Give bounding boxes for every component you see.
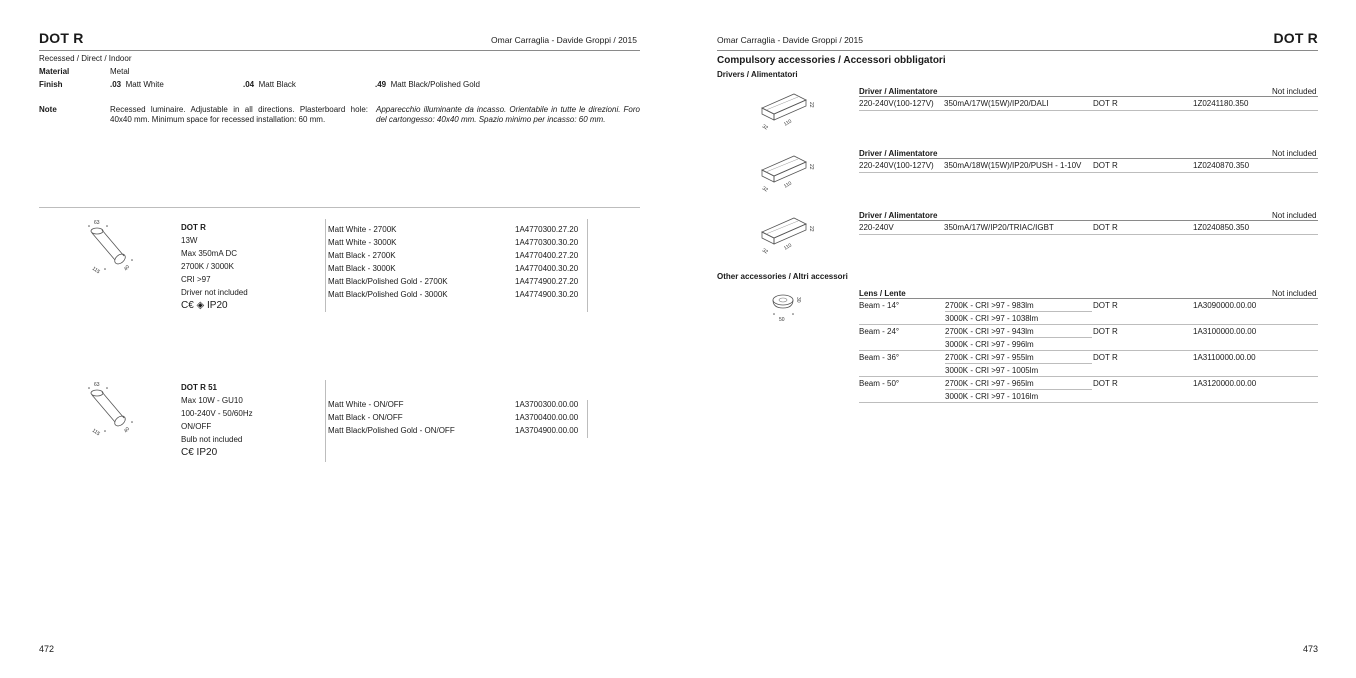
spec-line: Driver not included (181, 288, 248, 297)
dim-depth: 32 (761, 123, 769, 130)
driver-voltage: 220-240V (859, 223, 894, 232)
lens-product: DOT R (1093, 301, 1118, 310)
table-row (328, 413, 587, 426)
lens-code: 1A3100000.00.00 (1193, 327, 1257, 336)
section-divider (39, 207, 640, 208)
lens-product: DOT R (1093, 353, 1118, 362)
table-divider (325, 380, 326, 462)
driver-product: DOT R (1093, 223, 1118, 232)
spec-line: Max 10W - GU10 (181, 396, 243, 405)
dim-width: 110 (783, 242, 793, 252)
variant-name: Matt Black - ON/OFF (328, 413, 403, 422)
finish-code: .04 (243, 80, 255, 89)
table-divider (325, 219, 326, 312)
row-rule (859, 158, 1318, 159)
note-english: Recessed luminaire. Adjustable in all directions. Plasterboard hole: 40x40 mm. Minimum space for recessed installation: 60 mm. (110, 105, 368, 124)
lens-code: 1A3120000.00.00 (1193, 379, 1257, 388)
variant-code: 1A4770300.27.20 (515, 225, 579, 234)
variant-code: 1A3704900.00.00 (515, 426, 579, 435)
driver-code: 1Z0240870.350 (1193, 161, 1250, 170)
lens-spec: 3000K - CRI >97 - 996lm (945, 340, 1034, 349)
dim-width: 110 (783, 118, 793, 128)
row-rule (859, 376, 1318, 377)
driver-product: DOT R (1093, 161, 1118, 170)
finish-code: .49 (375, 80, 387, 89)
lens-product: DOT R (1093, 327, 1118, 336)
dim-left: 115 (90, 265, 101, 276)
table-row (328, 225, 587, 238)
certification-marks: C€ ◈ IP20 (181, 300, 228, 311)
row-rule (859, 298, 1318, 299)
row-rule (859, 324, 1318, 325)
driver-code: 1Z0240850.350 (1193, 223, 1250, 232)
finish-code: .03 (110, 80, 122, 89)
left-page-credit: Omar Carraglia - Davide Groppi / 2015 (491, 35, 637, 45)
product-spec-block (181, 381, 321, 459)
note-italian: Apparecchio illuminante da incasso. Orientabile in tutte le direzioni. Foro del cartongesso: 40x40 mm. Spazio minimo per incasso: 60 mm. (376, 105, 640, 124)
driver-box-icon (758, 210, 818, 254)
variant-table (328, 225, 587, 303)
page-number-right: 473 (1302, 644, 1318, 654)
lens-drawing (766, 288, 810, 324)
variant-name: Matt White - 2700K (328, 225, 397, 234)
dim-top: 63 (94, 220, 100, 226)
section-title: Compulsory accessories / Accessori obbligatori (717, 55, 946, 66)
finish-name: Matt White (125, 80, 164, 89)
finish-label: Finish (39, 80, 63, 89)
lens-status: Not included (1272, 289, 1317, 298)
driver-status: Not included (1272, 149, 1317, 158)
dim-depth: 32 (761, 185, 769, 192)
finish-item (243, 80, 296, 89)
finish-name: Matt Black (258, 80, 296, 89)
note-label: Note (39, 105, 57, 114)
lens-product: DOT R (1093, 379, 1118, 388)
lens-icon (766, 288, 810, 324)
variant-code: 1A4774900.30.20 (515, 290, 579, 299)
row-rule (859, 172, 1318, 173)
dim-height: 22 (808, 102, 814, 108)
spotlight-drawing-icon (80, 216, 142, 278)
variant-name: Matt White - ON/OFF (328, 400, 404, 409)
table-divider (587, 219, 588, 312)
row-rule (945, 363, 1092, 364)
variant-code: 1A3700300.00.00 (515, 400, 579, 409)
lens-spec: 2700K - CRI >97 - 943lm (945, 327, 1034, 336)
spec-line: ON/OFF (181, 422, 212, 431)
row-rule (859, 220, 1318, 221)
certification-marks: C€ IP20 (181, 447, 218, 458)
variant-name: Matt Black/Polished Gold - ON/OFF (328, 426, 455, 435)
row-rule (859, 350, 1318, 351)
variant-code: 1A4770400.30.20 (515, 264, 579, 273)
lens-code: 1A3090000.00.00 (1193, 301, 1257, 310)
dim-top: 63 (94, 382, 100, 388)
row-rule (859, 234, 1318, 235)
lens-spec: 2700K - CRI >97 - 965lm (945, 379, 1034, 388)
other-accessories-heading: Other accessories / Altri accessori (717, 272, 848, 281)
page-number-left: 472 (39, 644, 55, 654)
lens-spec: 3000K - CRI >97 - 1016lm (945, 392, 1039, 401)
lens-beam: Beam - 14° (859, 301, 900, 310)
variant-code: 1A4770400.27.20 (515, 251, 579, 260)
table-row (328, 277, 587, 290)
product-name: DOT R (181, 223, 206, 232)
category: Recessed / Direct / Indoor (39, 54, 132, 63)
right-page-credit: Omar Carraglia - Davide Groppi / 2015 (717, 35, 863, 45)
driver-status: Not included (1272, 211, 1317, 220)
spec-line: CRI >97 (181, 275, 211, 284)
driver-voltage: 220-240V(100-127V) (859, 161, 934, 170)
dim-depth: 32 (761, 247, 769, 254)
variant-table (328, 400, 587, 439)
material-label: Material (39, 67, 70, 76)
driver-drawing (758, 148, 818, 192)
row-rule (945, 337, 1092, 338)
variant-code: 1A4774900.27.20 (515, 277, 579, 286)
driver-status: Not included (1272, 87, 1317, 96)
driver-drawing (758, 210, 818, 254)
table-row (328, 426, 587, 439)
table-row (328, 238, 587, 251)
table-row (328, 264, 587, 277)
driver-spec: 350mA/18W(15W)/IP20/PUSH - 1-10V (944, 161, 1082, 170)
dim-right: 40 (122, 264, 132, 273)
row-rule (859, 402, 1318, 403)
spec-line: 100-240V - 50/60Hz (181, 409, 253, 418)
driver-header: Driver / Alimentatore (859, 149, 938, 158)
row-rule (945, 311, 1092, 312)
table-divider (587, 400, 588, 438)
variant-name: Matt Black - 3000K (328, 264, 396, 273)
dim-height: 30 (795, 297, 801, 303)
product-drawing (80, 216, 142, 278)
driver-drawing (758, 86, 818, 130)
left-page-title: DOT R (39, 30, 84, 46)
dim-height: 22 (808, 164, 814, 170)
driver-header: Driver / Alimentatore (859, 211, 938, 220)
table-row (328, 400, 587, 413)
left-header-rule (39, 50, 640, 51)
spec-line: 2700K / 3000K (181, 262, 234, 271)
lens-beam: Beam - 36° (859, 353, 900, 362)
variant-name: Matt White - 3000K (328, 238, 397, 247)
lens-spec: 2700K - CRI >97 - 955lm (945, 353, 1034, 362)
dim-width: 50 (779, 317, 785, 323)
spec-line: Max 350mA DC (181, 249, 238, 258)
finish-item (375, 80, 480, 89)
driver-code: 1Z0241180.350 (1193, 99, 1249, 108)
lens-spec: 2700K - CRI >97 - 983lm (945, 301, 1034, 310)
driver-voltage: 220-240V(100-127V) (859, 99, 934, 108)
right-header-rule (717, 50, 1318, 51)
variant-name: Matt Black - 2700K (328, 251, 396, 260)
spotlight-drawing-icon (80, 378, 142, 440)
lens-beam: Beam - 24° (859, 327, 900, 336)
table-row (328, 290, 587, 303)
variant-name: Matt Black/Polished Gold - 3000K (328, 290, 448, 299)
product-drawing (80, 378, 142, 440)
dim-height: 22 (808, 226, 814, 232)
finish-item (110, 80, 164, 89)
row-rule (945, 389, 1092, 390)
material-value: Metal (110, 67, 130, 76)
variant-name: Matt Black/Polished Gold - 2700K (328, 277, 448, 286)
right-page-title: DOT R (1273, 30, 1318, 46)
drivers-heading: Drivers / Alimentatori (717, 70, 798, 79)
lens-header: Lens / Lente (859, 289, 906, 298)
product-name: DOT R 51 (181, 383, 218, 392)
spec-line: 13W (181, 236, 198, 245)
dim-right: 40 (122, 426, 132, 435)
driver-box-icon (758, 86, 818, 130)
lens-spec: 3000K - CRI >97 - 1038lm (945, 314, 1039, 323)
driver-box-icon (758, 148, 818, 192)
spec-line: Bulb not included (181, 435, 243, 444)
lens-code: 1A3110000.00.00 (1193, 353, 1256, 362)
driver-product: DOT R (1093, 99, 1118, 108)
lens-beam: Beam - 50° (859, 379, 900, 388)
dim-left: 115 (90, 427, 101, 438)
row-rule (859, 110, 1318, 111)
product-spec-block (181, 221, 321, 312)
table-row (328, 251, 587, 264)
driver-spec: 350mA/17W/IP20/TRIAC/IGBT (944, 223, 1054, 232)
row-rule (859, 96, 1318, 97)
driver-header: Driver / Alimentatore (859, 87, 938, 96)
dim-width: 110 (783, 180, 793, 190)
driver-spec: 350mA/17W(15W)/IP20/DALI (944, 99, 1049, 108)
variant-code: 1A4770300.30.20 (515, 238, 579, 247)
finish-name: Matt Black/Polished Gold (390, 80, 480, 89)
lens-spec: 3000K - CRI >97 - 1005lm (945, 366, 1039, 375)
variant-code: 1A3700400.00.00 (515, 413, 579, 422)
